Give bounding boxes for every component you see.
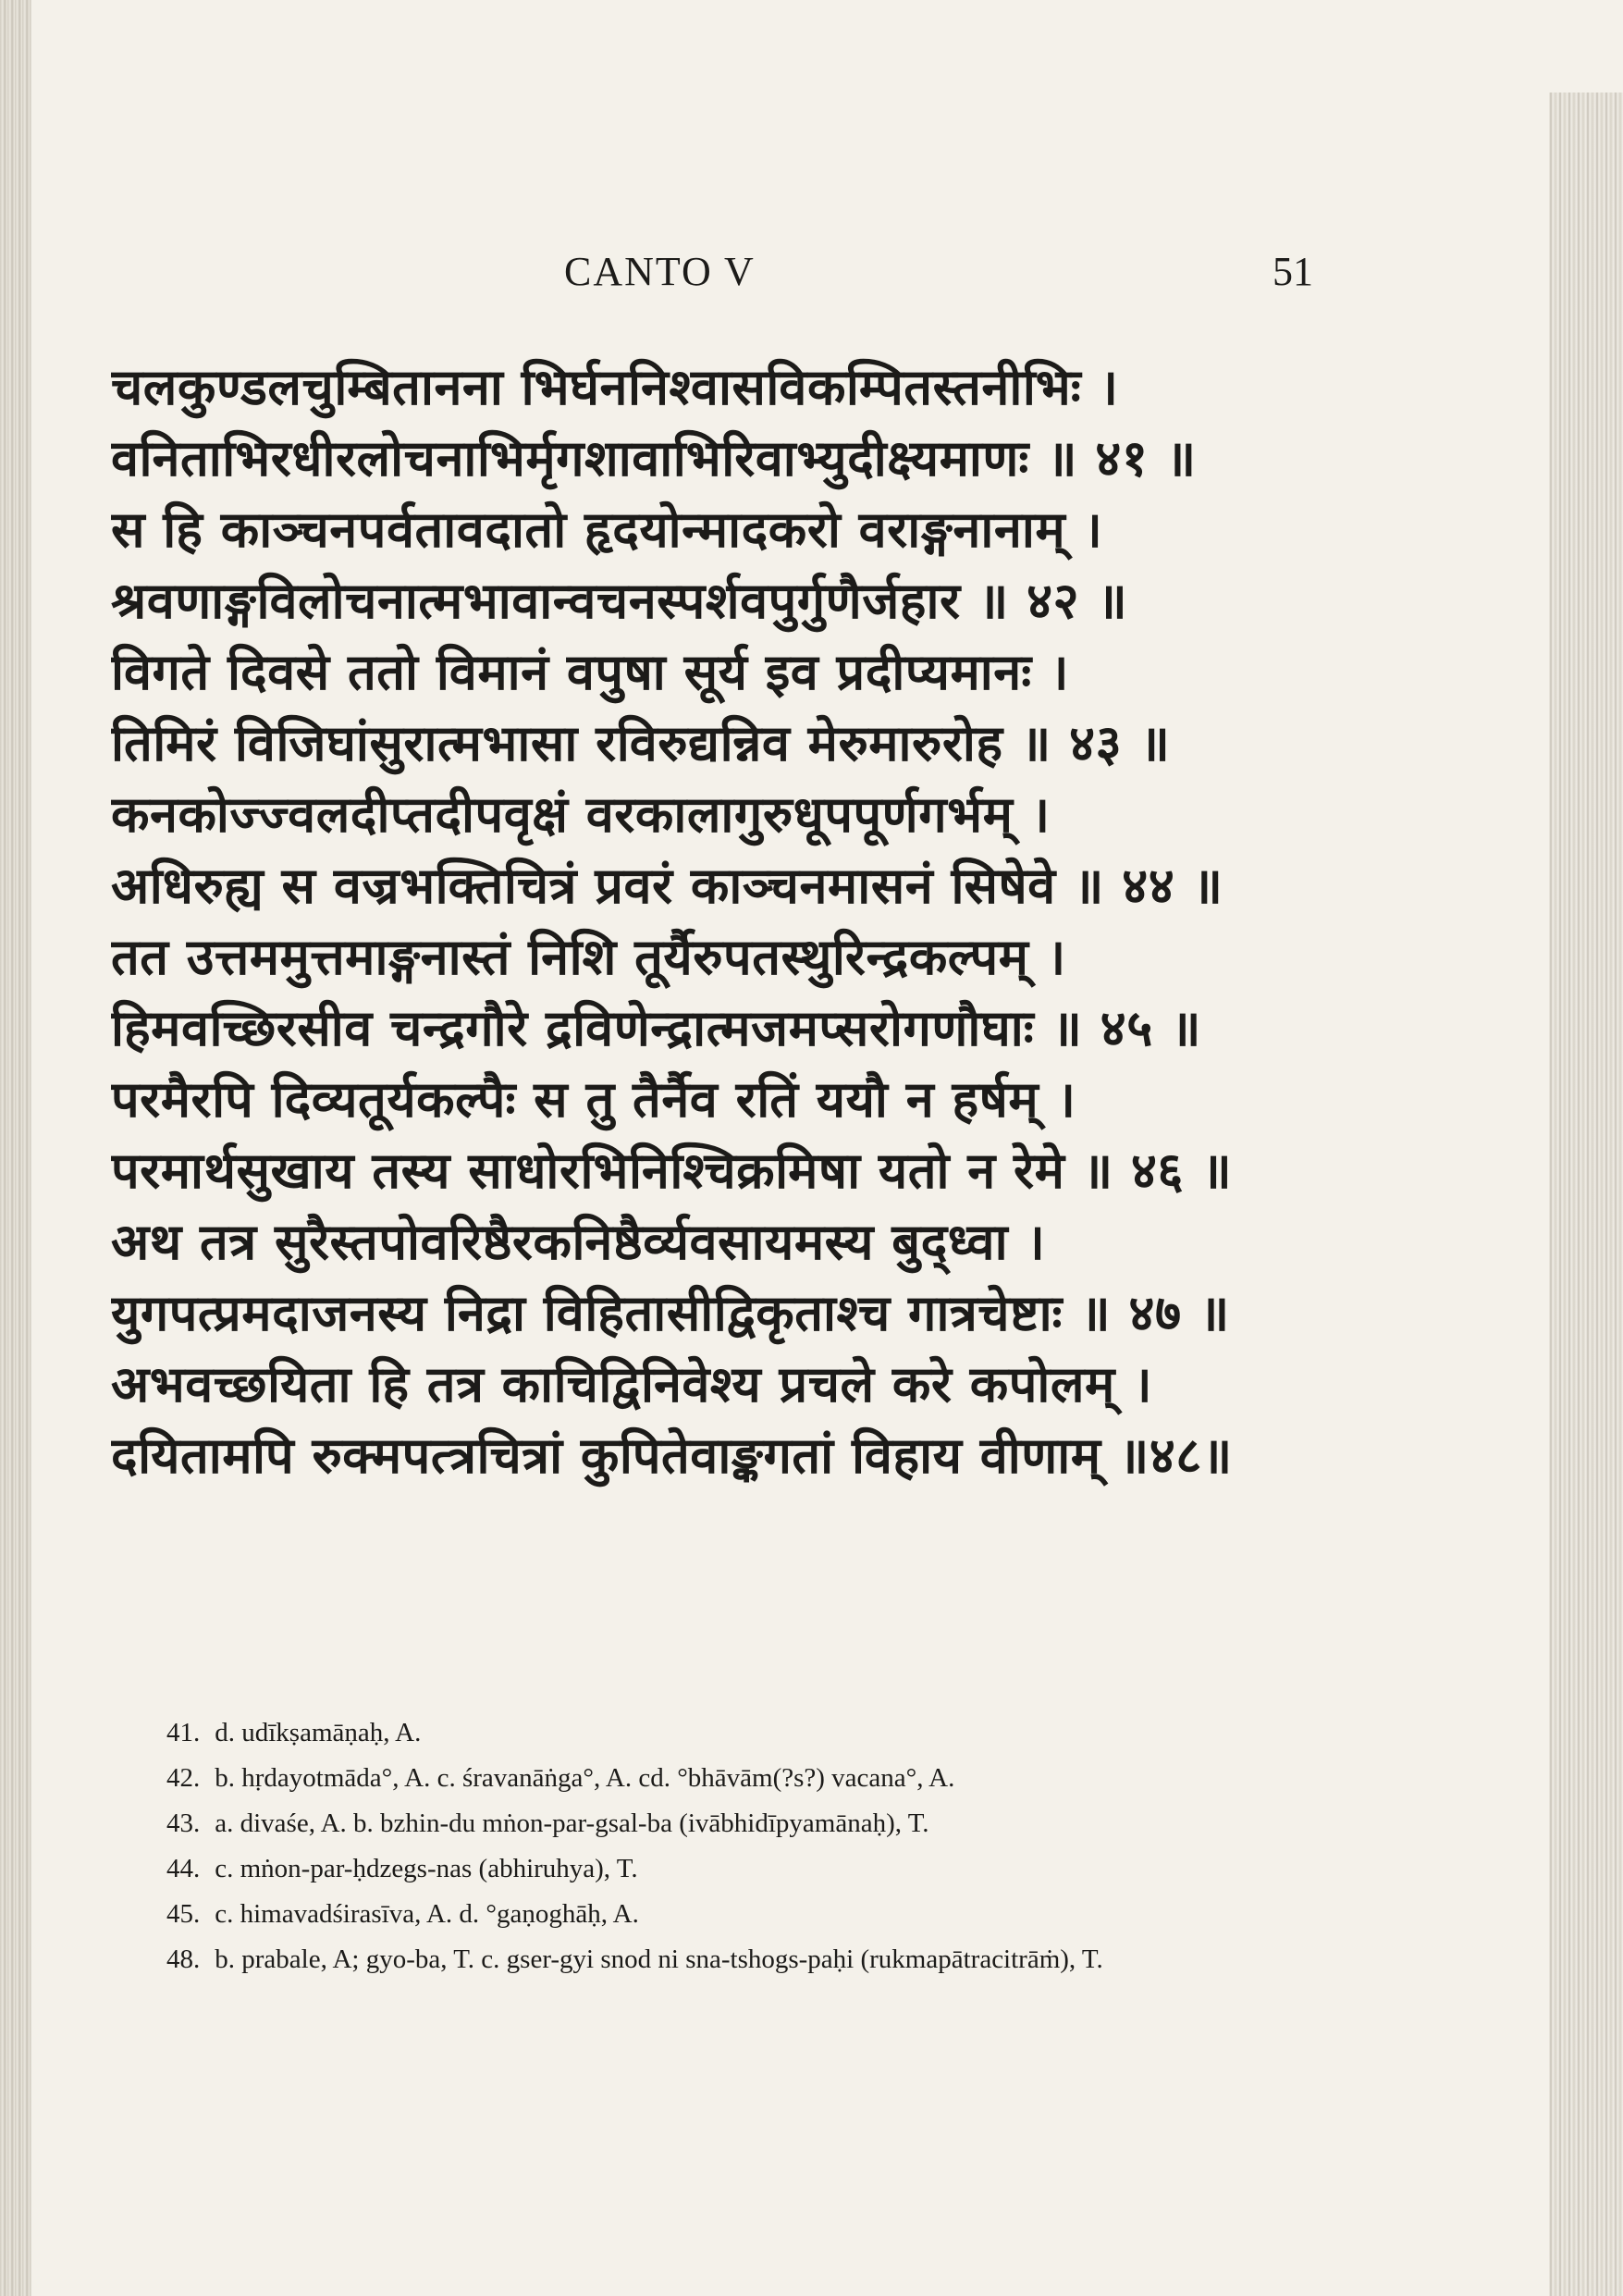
footnote-number: 48.	[166, 1944, 201, 1974]
footnote	[111, 1940, 1313, 1980]
page	[111, 0, 1332, 2296]
footnote-number: 43.	[166, 1808, 201, 1838]
verse-block	[111, 352, 1313, 1491]
verse-line: हिमवच्छिरसीव चन्द्रगौरे द्रविणेन्द्रात्मजमप्सरोगणौघाः ॥ ४५ ॥	[111, 999, 1201, 1057]
verse-line: अभवच्छयिता हि तत्र काचिद्विनिवेश्य प्रचले करे कपोलम् ।	[111, 1355, 1153, 1413]
verse-line: चलकुण्डलचुम्बितानना भिर्घननिश्वासविकम्पितस्तनीभिः ।	[111, 358, 1119, 416]
verse-line: परमैरपि दिव्यतूर्यकल्पैः स तु तैर्नैव रतिं ययौ न हर्षम् ।	[111, 1070, 1076, 1129]
footnote	[111, 1804, 1313, 1844]
verse-line: तिमिरं विजिघांसुरात्मभासा रविरुद्यन्निव मेरुमारुरोह ॥ ४३ ॥	[111, 714, 1171, 772]
verse-line: वनिताभिरधीरलोचनाभिर्मृगशावाभिरिवाभ्युदीक्ष्यमाणः ॥ ४१ ॥	[111, 429, 1197, 488]
verse-line: दयितामपि रुक्मपत्त्रचित्रां कुपितेवाङ्कगतां विहाय वीणाम् ॥४८॥	[111, 1426, 1233, 1485]
footnote-text: c. himavadśirasīva, A. d. °gaṇoghāḥ, A.	[215, 1899, 639, 1929]
footnote-number: 45.	[166, 1899, 201, 1929]
footnote-number: 44.	[166, 1854, 201, 1883]
footnote-text: b. prabale, A; gyo-ba, T. c. gser-gyi snod ni sna-tshogs-paḥi (rukmapātracitrāṁ), T.	[215, 1944, 1103, 1974]
footnotes	[111, 1713, 1313, 1985]
footnote-text: b. hṛdayotmāda°, A. c. śravanāṅga°, A. cd. °bhāvām(?s?) vacana°, A.	[215, 1763, 955, 1793]
verse-line: अथ तत्र सुरैस्तपोवरिष्ठैरकनिष्ठैर्व्यवसायमस्य बुद्ध्वा ।	[111, 1213, 1046, 1271]
verse-line: श्रवणाङ्गविलोचनात्मभावान्वचनस्पर्शवपुर्गुणैर्जहार ॥ ४२ ॥	[111, 572, 1128, 630]
scan-edge-left	[0, 0, 31, 2296]
footnote	[111, 1759, 1313, 1798]
footnote-text: c. mṅon-par-ḥdzegs-nas (abhiruhya), T.	[215, 1854, 638, 1883]
running-head	[111, 248, 1313, 303]
footnote-number: 42.	[166, 1763, 201, 1793]
footnote	[111, 1895, 1313, 1934]
running-title: CANTO V	[564, 249, 756, 294]
footnote-text: d. udīkṣamāṇaḥ, A.	[215, 1718, 422, 1747]
verse-line: अधिरुह्य स वज्रभक्तिचित्रं प्रवरं काञ्चनमासनं सिषेवे ॥ ४४ ॥	[111, 857, 1223, 915]
page-number: 51	[1273, 249, 1313, 294]
verse-line: युगपत्प्रमदाजनस्य निद्रा विहितासीद्विकृताश्च गात्रचेष्टाः ॥ ४७ ॥	[111, 1284, 1230, 1342]
verse-line: परमार्थसुखाय तस्य साधोरभिनिश्चिक्रमिषा यतो न रेमे ॥ ४६ ॥	[111, 1142, 1233, 1200]
footnote-text: a. divaśe, A. b. bzhin-du mṅon-par-gsal-ba (ivābhidīpyamānaḥ), T.	[215, 1808, 929, 1838]
scan-edge-right	[1549, 93, 1623, 2296]
verse-line: तत उत्तममुत्तमाङ्गनास्तं निशि तूर्यैरुपतस्थुरिन्द्रकल्पम् ।	[111, 928, 1066, 986]
footnote	[111, 1849, 1313, 1889]
verse-line: स हि काञ्चनपर्वतावदातो हृदयोन्मादकरो वराङ्गनानाम् ।	[111, 500, 1103, 559]
footnote-number: 41.	[166, 1718, 201, 1747]
footnote	[111, 1713, 1313, 1753]
verse-line: विगते दिवसे ततो विमानं वपुषा सूर्य इव प्रदीप्यमानः ।	[111, 643, 1069, 701]
verse-line: कनकोज्ज्वलदीप्तदीपवृक्षं वरकालागुरुधूपपूर्णगर्भम् ।	[111, 785, 1051, 844]
